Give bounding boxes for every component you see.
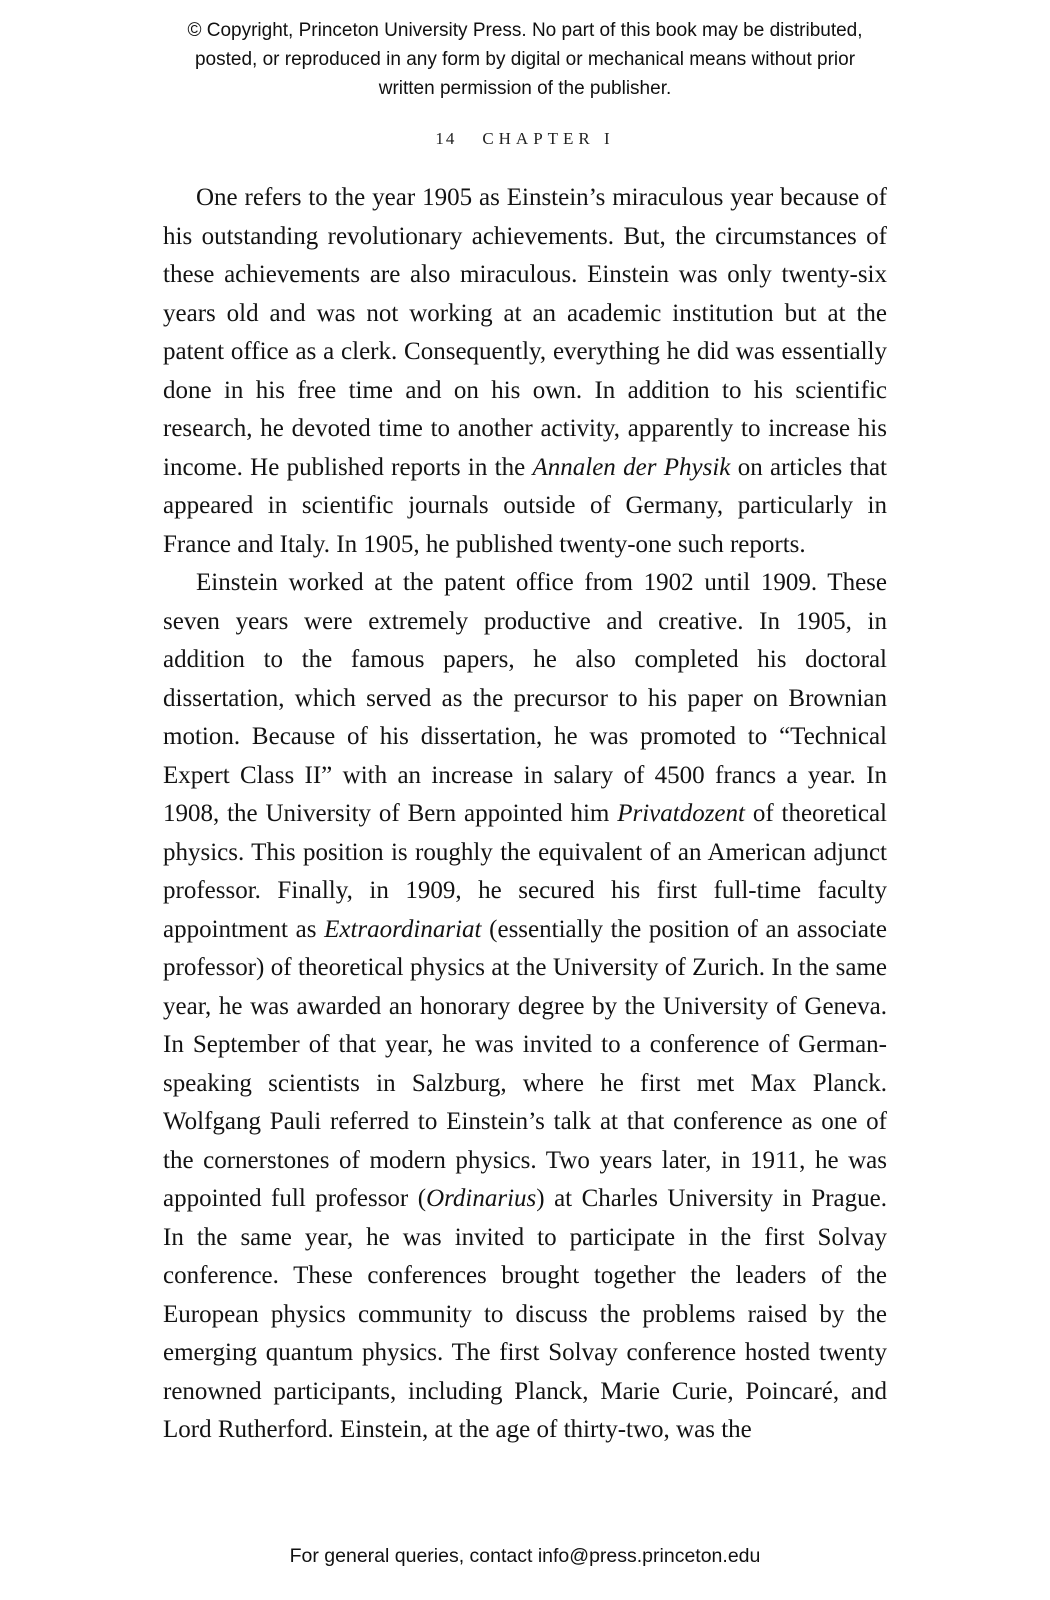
italic-text-run: Ordinarius bbox=[426, 1185, 537, 1212]
footer-contact: For general queries, contact info@press.princeton.edu bbox=[289, 1545, 761, 1567]
text-run: of theoretical physics. This position is roughly the equivalent of an American adjunct professor. Finally, in 1909, he secured his first full-time faculty appointment as bbox=[163, 800, 887, 943]
body-text bbox=[163, 179, 887, 1450]
italic-text-run: Privatdozent bbox=[617, 800, 745, 827]
italic-text-run: Extraordinariat bbox=[324, 915, 482, 943]
page-number: 14 bbox=[435, 129, 457, 148]
text-run: Einstein worked at the patent office from 1902 until 1909. These seven years were extremely productive and creative. In 1905, in addition to the famous papers, he also completed his doctoral dissertation, which served as the precursor to his paper on Brownian motion. Because of his dissertation, he was promoted to “Technical Expert Class II” with an increase in salary of 4500 francs a year. In 1908, the University of Bern appointed him bbox=[163, 569, 887, 827]
text-run: ) at Charles University in Prague. In the same year, he was invited to participate in the first Solvay conference. These conferences brought together the leaders of the European physics community to discuss the problems raised by the emerging quantum physics. The first Solvay conference hosted twenty renowned participants, including Planck, Marie Curie, Poincaré, and Lord Rutherford. Einstein, at the age of thirty-two, was the bbox=[163, 1185, 887, 1443]
text-run: One refers to the year 1905 as Einstein’s miraculous year because of his outstanding revolutionary achievements. But, the circumstances of these achievements are also miraculous. Einstein was only twenty-six years old and was not working at an academic institution but at the patent office as a clerk. Consequently, everything he did was essentially done in his free time and on his own. In addition to his scientific research, he devoted time to another activity, apparently to increase his income. He published reports in the bbox=[163, 184, 887, 481]
paragraph-2 bbox=[163, 564, 887, 1450]
running-head bbox=[0, 129, 1050, 149]
copyright-notice: © Copyright, Princeton University Press. No part of this book may be distributed, posted, or reproduced in any form by digital or mechanical means without prior written permission of the publisher. bbox=[187, 20, 863, 99]
text-run: (essentially the position of an associate professor) of theoretical physics at the University of Zurich. In the same year, he was awarded an honorary degree by the University of Geneva. In September of that year, he was invited to a conference of German-speaking scientists in Salzburg, where he first met Max Planck. Wolfgang Pauli referred to Einstein’s talk at that conference as one of the cornerstones of modern physics. Two years later, in 1911, he was appointed full professor ( bbox=[163, 915, 887, 1212]
italic-text-run: Annalen der Physik bbox=[532, 453, 731, 481]
chapter-heading: CHAPTER I bbox=[482, 129, 615, 148]
text-run: on articles that appeared in scientific journals outside of Germany, particularly in France and Italy. In 1905, he published twenty-one such reports. bbox=[163, 453, 887, 558]
paragraph-1 bbox=[163, 179, 887, 564]
